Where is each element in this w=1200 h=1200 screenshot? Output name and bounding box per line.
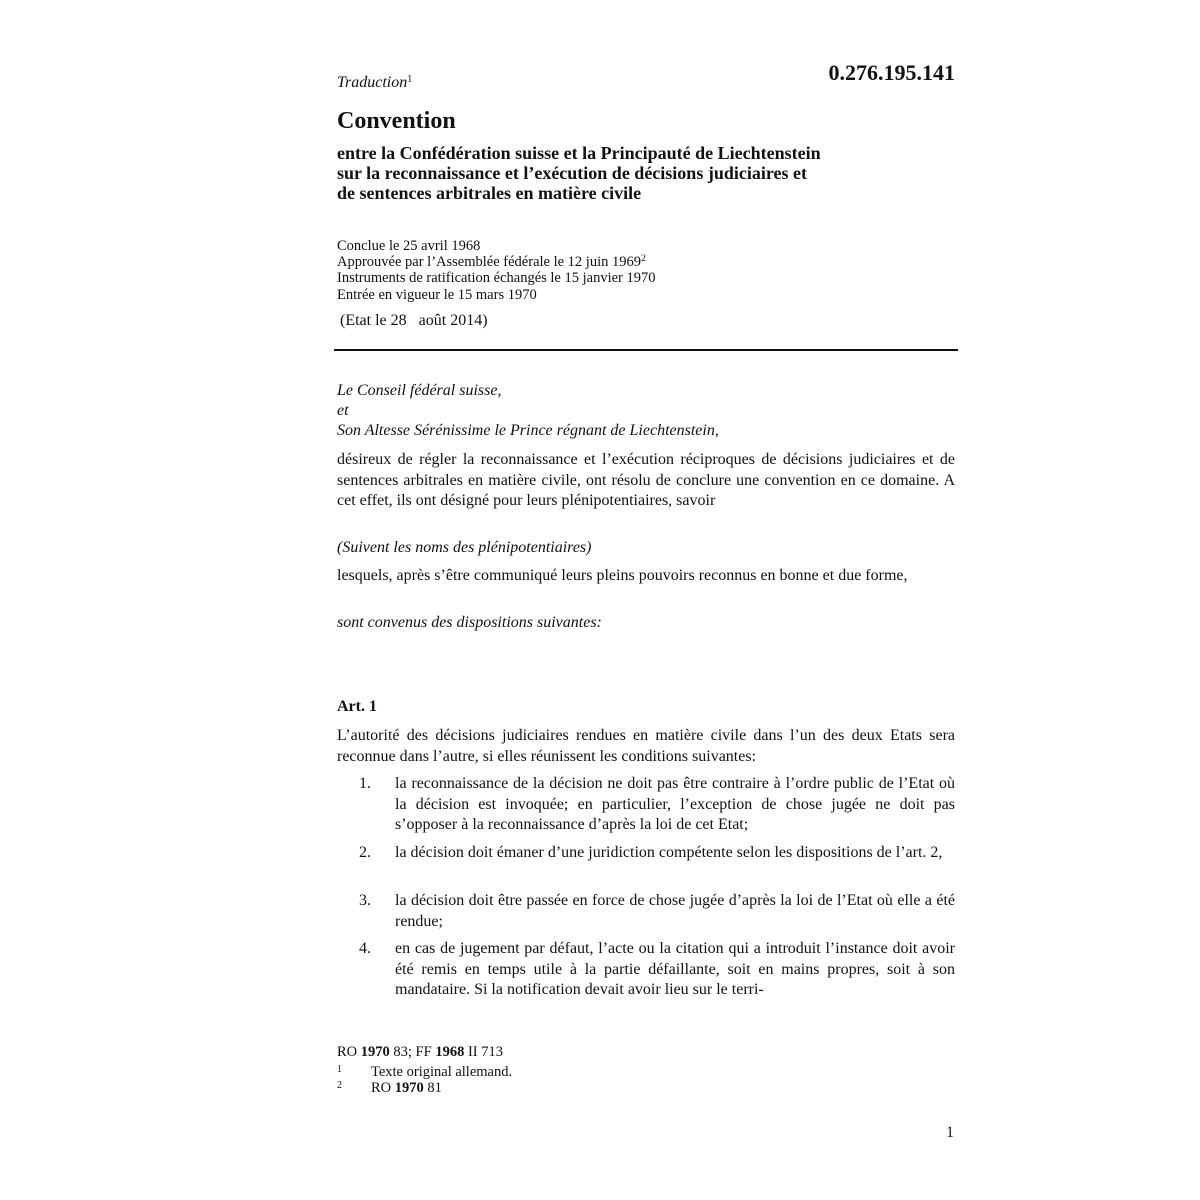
subtitle-line: entre la Confédération suisse et la Principauté de Liechtenstein xyxy=(337,143,821,163)
list-item-number: 1. xyxy=(359,775,371,792)
article-heading: Art. 1 xyxy=(337,698,377,715)
party-swiss: Le Conseil fédéral suisse, xyxy=(337,382,502,399)
document-title: Convention xyxy=(337,108,456,134)
list-item: en cas de jugement par défaut, l’acte ou la citation qui a introduit l’instance doit avoir été remis en temps utile à la partie défaillante, soit en mains propres, soit à son mandataire. Si la notification devait avoir lieu sur le terri- xyxy=(395,940,955,998)
subtitle-line: sur la reconnaissance et l’exécution de décisions judiciaires et xyxy=(337,163,807,183)
translation-label: Traduction$^1$ xyxy=(337,74,413,91)
dates-block xyxy=(337,238,656,303)
date-conclue: Conclue le 25 avril 1968 xyxy=(337,238,481,254)
date-approuvee: Approuvée par l’Assemblée fédérale le 12 juin 1969$^2$ xyxy=(337,254,646,271)
footnote-number: 1 xyxy=(337,1064,342,1075)
preamble-lesquels: lesquels, après s’être communiqué leurs pleins pouvoirs reconnus en bonne et due forme, xyxy=(337,567,908,584)
plenipotentiaries-note: (Suivent les noms des plénipotentiaires) xyxy=(337,539,592,556)
list-item-number: 3. xyxy=(359,892,371,909)
date-instruments: Instruments de ratification échangés le 15 janvier 1970 xyxy=(337,270,656,287)
list-item: la reconnaissance de la décision ne doit pas être contraire à l’ordre public de l’Etat où la décision est invoquée; en particulier, l’exception de chose jugée ne doit pas s’opposer à la reconnaissance d’après la loi de cet Etat; xyxy=(395,775,955,833)
horizontal-rule xyxy=(334,349,958,351)
page-number: 1 xyxy=(946,1124,954,1141)
party-liechtenstein: Son Altesse Sérénissime le Prince régnant de Liechtenstein, xyxy=(337,422,719,439)
article-intro: L’autorité des décisions judiciaires rendues en matière civile dans l’un des deux Etats sera reconnue dans l’autre, si elles réunissent les conditions suivantes: xyxy=(337,727,955,765)
document-subtitle xyxy=(337,143,937,203)
list-item-number: 4. xyxy=(359,940,371,957)
source-reference: RO 1970 83; FF 1968 II 713 xyxy=(337,1044,503,1060)
preamble-convenus: sont convenus des dispositions suivantes: xyxy=(337,614,602,631)
document-number: 0.276.195.141 xyxy=(828,60,955,85)
date-entree: Entrée en vigueur le 15 mars 1970 xyxy=(337,286,537,303)
list-item: la décision doit être passée en force de chose jugée d’après la loi de l’Etat où elle a été rendue; xyxy=(395,892,955,930)
footnote-text: Texte original allemand. xyxy=(371,1064,513,1080)
footnote-text: RO 1970 81 xyxy=(371,1080,442,1096)
footnote-ref-1: 1 xyxy=(407,74,413,85)
footnote-number: 2 xyxy=(337,1080,342,1091)
preamble-desireux: désireux de régler la reconnaissance et l’exécution réciproques de décisions judiciaires et de sentences arbitrales en matière civile, ont résolu de conclure une convention en ce domaine. A cet effet, ils ont désigné pour leurs plénipotentiaires, savoir xyxy=(337,451,955,509)
subtitle-line: de sentences arbitrales en matière civile xyxy=(337,183,642,203)
party-conjunction: et xyxy=(337,402,349,419)
list-item: la décision doit émaner d’une juridiction compétente selon les dispositions de l’art. 2, xyxy=(395,844,943,861)
status-date: (Etat le 28 août 2014) xyxy=(340,312,488,329)
footnote-ref-2: 2 xyxy=(641,254,646,265)
list-item-number: 2. xyxy=(359,844,371,861)
